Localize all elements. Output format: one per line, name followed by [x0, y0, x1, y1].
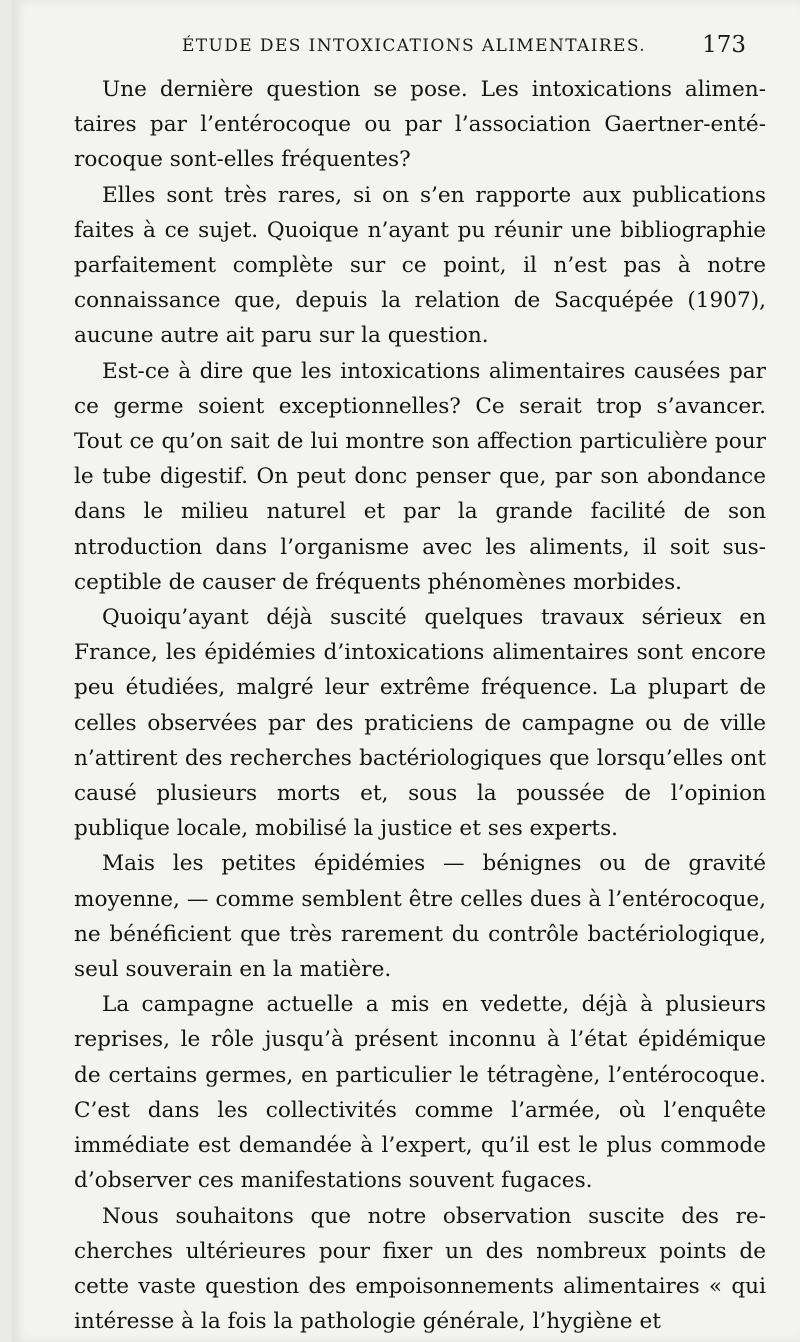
page-number: 173	[702, 32, 746, 58]
running-title: ÉTUDE DES INTOXICATIONS ALIMENTAIRES.	[182, 36, 647, 56]
paragraph: Mais les petites épidémies — bénignes ou de gravité moyenne, — comme semblent être celles dues à l’entérocoque, ne bénéficient que très rarement du contrôle bactériologique, seul souverain en la matière.	[74, 851, 766, 983]
book-page	[12, 0, 800, 1342]
paragraph: Une dernière question se pose. Les intoxications alimentaires par l’entérocoque ou par l’association Gaertner-entérocoque sont-elles fréquentes?	[74, 77, 766, 173]
running-head	[74, 32, 754, 66]
paragraph: Est-ce à dire que les intoxications alimentaires causées par ce germe soient exceptionnelles? Ce serait trop s’avancer. Tout ce qu’on sait de lui montre son affection particulière pour le tube digestif. On peut donc penser que, par son abondance dans le milieu naturel et par la grande facilité de son ntroduction dans l’organisme avec les aliments, il soit susceptible de causer de fréquents phénomènes morbides.	[74, 358, 766, 595]
paragraph: La campagne actuelle a mis en vedette, déjà à plusieurs reprises, le rôle jusqu’à présent inconnu à l’état épidémique de certains germes, en particulier le tétragène, l’entérocoque. C’est dans les collectivités comme l’armée, où l’enquête immédiate est demandée à l’expert, qu’il est le plus commode d’observer ces manifestations souvent fugaces.	[74, 992, 766, 1194]
paragraph: Quoiqu’ayant déjà suscité quelques travaux sérieux en France, les épidémies d’intoxications alimentaires sont encore peu étudiées, malgré leur extrême fréquence. La plupart de celles observées par des praticiens de campagne ou de ville n’attirent des recherches bactériologiques que lorsqu’elles ont causé plusieurs morts et, sous la poussée de l’opinion publique locale, mobilisé la justice et ses experts.	[74, 605, 766, 842]
paragraph: Nous souhaitons que notre observation suscite des recherches ultérieures pour fixer un des nombreux points de cette vaste question des empoisonnements alimentaires « qui intéresse à la fois la pathologie générale, l’hygiène et	[74, 1203, 766, 1335]
paragraph: Elles sont très rares, si on s’en rapporte aux publications faites à ce sujet. Quoique n’ayant pu réunir une bibliographie parfaitement complète sur ce point, il n’est pas à notre connaissance que, depuis la relation de Sacquépée (1907), aucune autre ait paru sur la question.	[74, 182, 766, 349]
body-text	[74, 72, 766, 1339]
